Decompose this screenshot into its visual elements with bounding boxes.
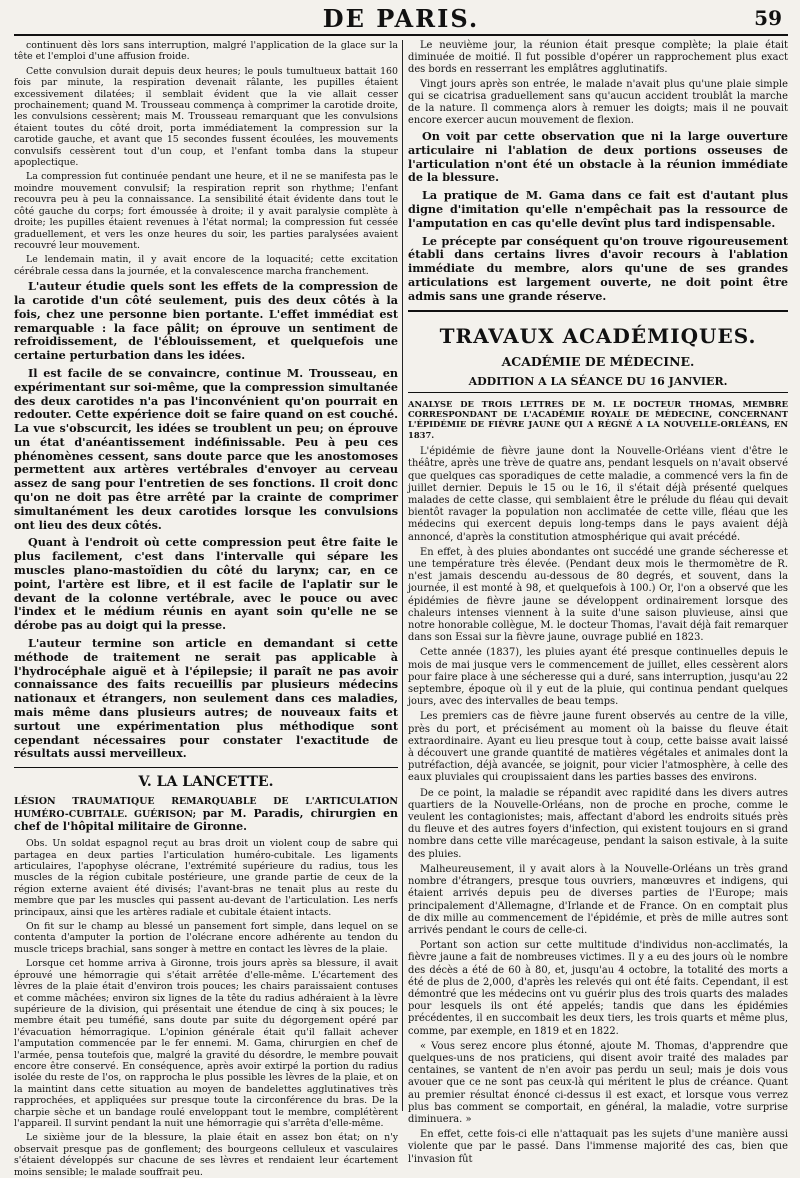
- article-title: [14, 796, 398, 834]
- paragraph: Obs. Un soldat espagnol reçut au bras droit un violent coup de sabre qui partagea en deux parties l'articulation huméro-cubitale. Les ligaments articulaires, l'apophyse olécrane, l'extrémité supérieure du radius, tous les muscles de la région cubitale postérieure, une grande partie de ceux de la région externe avaient été divisés; l'avant-bras ne tenait plus au reste du membre que par les muscles qui passent au-devant de l'articulation. Les nerfs principaux, ainsi que les artères radiale et cubitale étaient intacts.: [14, 838, 398, 918]
- paragraph: On fit sur le champ au blessé un pansement fort simple, dans lequel on se contenta d'amputer la portion de l'olécrane encore adhérente au tendon du muscle triceps brachial, sans songer à mettre en contact les lèvres de la plaie.: [14, 921, 398, 955]
- section-title: TRAVAUX ACADÉMIQUES.: [439, 323, 757, 348]
- paragraph: Il est facile de se convaincre, continue M. Trousseau, en expérimentant sur soi-même, que la compression simultanée des deux carotides n'a pas l'inconvénient qu'on pourrait en redouter. Cette expérience doit se faire quand on est couché. La vue s'obscurcit, les idées se troublent un peu; on éprouve un état d'anéantissement indéfinissable. Peu à peu ces phénomènes cessent, sans doute parce que les anostomoses permettent aux artères vertébrales d'envoyer au cerveau assez de sang pour l'entretien de ses fonctions. Il croit donc qu'on ne doit pas être arrêté par la crainte de comprimer simultanément les deux carotides lorsque les convulsions ont lieu des deux côtés.: [14, 365, 398, 532]
- paragraph: De ce point, la maladie se répandit avec rapidité dans les divers autres quartiers de la Nouvelle-Orléans, non de proche en proche, comme le veulent les contagionistes; mais, affectant d'abord les endroits situés près du fleuve et des autres foyers d'infection, qui existent toujours en si grand nombre dans cette ville marécageuse, pendant la saison estivale, à la suite des pluies.: [408, 787, 788, 860]
- paragraph: Le précepte par conséquent qu'on trouve rigoureusement établi dans certains livres d'avoir recours à l'ablation immédiate du membre, alors qu'une de ses grandes articulations est largement ouverte, ne doit point être admis sans une grande réserve.: [408, 233, 788, 303]
- paragraph: En effet, à des pluies abondantes ont succédé une grande sécheresse et une température très élevée. (Pendant deux mois le thermomètre de R. n'est jamais descendu au-dessous de 80 degrés, et souvent, dans la journée, il est monté à 98, et quelquefois à 100.) Or, l'on a observé que les épidémies de fièvre jaune se développent ordinairement lorsque des chaleurs intenses viennent à la suite d'une saison pluvieuse, ainsi que notre honorable collègue, M. le docteur Thomas, l'avait déjà fait remarquer dans son Essai sur la fièvre jaune, ouvrage publié en 1823.: [408, 546, 788, 644]
- left-column: [14, 40, 399, 1178]
- article-title-caps: LÉSION TRAUMATIQUE REMARQUABLE DE L'ARTICULATION HUMÉRO-CUBITALE. GUÉRISON;: [14, 796, 398, 821]
- paragraph: Le sixième jour de la blessure, la plaie était en assez bon état; on n'y observait presque pas de gonflement; des bourgeons celluleux et vasculaires s'étaient développés sur chacune de ses lèvres et rendaient leur écartement moins sensible; le malade souffrait peu.: [14, 1132, 398, 1178]
- analysis-summary: ANALYSE DE TROIS LETTRES DE M. LE DOCTEUR THOMAS, MEMBRE CORRESPONDANT DE L'ACADÉMIE ROYALE DE MÉDECINE, CONCERNANT L'ÉPIDÉMIE DE FIÈVRE JAUNE QUI A RÉGNÉ A LA NOUVELLE-ORLÉANS, EN 1837.: [408, 398, 788, 440]
- paragraph: Cette année (1837), les pluies ayant été presque continuelles depuis le mois de mai jusque vers le commencement de juillet, elles cessèrent alors pour faire place à une sécheresse qui a duré, sans interruption, jusqu'au 22 septembre, époque où il y eut de la pluie, qui continua pendant quelques jours, avec des intervalles de beau temps.: [408, 647, 788, 708]
- paragraph: Cette convulsion durait depuis deux heures; le pouls tumultueux battait 160 fois par minute, la respiration devenait râlante, les pupilles étaient excessivement dilatées; il semblait évident que la vie allait cesser prochainement; quand M. Trousseau commença à comprimer la carotide droite, les convulsions cessèrent; mais M. Trousseau remarquant que les convulsions étaient toutes du côté droit, porta immédiatement la compression sur la carotide gauche, et avant que 15 secondes fussent écoulées, les mouvements convulsifs cessèrent tout d'un coup, et l'enfant tomba dans la stupeur apoplectique.: [14, 65, 398, 169]
- paragraph: Portant son action sur cette multitude d'individus non-acclimatés, la fièvre jaune a fait de nombreuses victimes. Il y a eu des jours où le nombre des décès a été de 60 à 80, et, jusqu'au 4 octobre, la totalité des morts a été de plus de 2,000, d'après les relevés qui ont été faits. Cependant, il est démontré que les médecins ont vu guérir plus des trois quarts des malades pour lesquels ils ont été appelés; tandis que dans les épidémies précédentes, il en succombait les deux tiers, les trois quarts et même plus, comme, par exemple, en 1819 et en 1822.: [408, 940, 788, 1037]
- paragraph: Le neuvième jour, la réunion était presque complète; la plaie était diminuée de moitié. Il fut possible d'opérer un rapprochement plus exact des bords en resserrant les emplâtres agglutinatifs.: [408, 40, 788, 75]
- paragraph: Quant à l'endroit où cette compression peut être faite le plus facilement, c'est dans l'intervalle qui sépare les muscles plano-mastoïdien du côté du larynx; car, en ce point, l'artère est libre, et il est facile de l'aplatir sur le devant de la colonne vertébrale, avec le pouce ou avec l'index et le médium réunis en ayant soin qu'elle ne se dérobe pas au doigt qui la presse.: [14, 535, 398, 633]
- masthead-title: DE PARIS.: [322, 4, 480, 33]
- paragraph: Les premiers cas de fièvre jaune furent observés au centre de la ville, près du port, et précisément au moment où la baisse du fleuve était extraordinaire. Ayant eu lieu presque tout à coup, cette baisse avait laissé à découvert une grande quantité de matières végétales et animales dont la putréfaction, déjà avancée, se joignit, pour vicier l'atmosphère, à celle des eaux pluviales qui croupissaient dans les parties basses des environs.: [408, 711, 788, 784]
- article-title-author: par M. Paradis, chirurgien en chef de l'hôpital militaire de Gironne.: [14, 807, 399, 834]
- paragraph: Lorsque cet homme arriva à Gironne, trois jours après sa blessure, il avait éprouvé une hémorragie qui s'était arrêtée d'elle-même. L'écartement des lèvres de la plaie était d'environ trois pouces; les chairs paraissaient contuses et comme mâchées; environ six lignes de la tête du radius adhéraient à la lèvre supérieure de la division, qui présentait une étendue de cinq à six pouces; le membre était peu tuméfié, sans doute par suite du dégorgement opéré par l'évacuation hémorragique. L'opinion générale était qu'il fallait achever l'amputation commencée par le fer ennemi. M. Gama, chirurgien en chef de l'armée, pensa toutefois que, malgré la gravité du désordre, le membre pouvait encore être conservé. En conséquence, après avoir extirpé la portion du radius isolée du reste de l'os, on rapprocha le plus possible les lèvres de la plaie, et on la maintint dans cette situation au moyen de bandelettes agglutinatives très rapprochées, et appliquées sur presque toute la circonférence du bras. De la charpie sèche et un bandage roulé enveloppant tout le membre, complétèrent l'appareil. Il survint pendant la nuit une hémorragie qui s'arrêta d'elle-même.: [14, 958, 398, 1129]
- page-number: 59: [754, 6, 782, 30]
- paragraph: La compression fut continuée pendant une heure, et il ne se manifesta pas le moindre mouvement convulsif; la respiration reprit son rhythme; l'enfant recouvra peu à peu la connaissance. La sensibilité était évidente dans tout le côté gauche du corps; fort émoussée à droite; il y avait paralysie complète à droite; les pupilles étaient revenues à l'état normal; la compression fut cessée graduellement, et vers les onze heures du soir, les parties paralysées avaient recouvré leur mouvement.: [14, 171, 398, 251]
- paragraph: En effet, cette fois-ci elle n'attaquait pas les sujets d'une manière aussi violente que par le passé. Dans l'immense majorité des cas, bien que l'invasion fût: [408, 1129, 788, 1165]
- right-column: [408, 40, 788, 1165]
- paragraph: « Vous serez encore plus étonné, ajoute M. Thomas, d'apprendre que quelques-uns de nos praticiens, qui disent avoir traité des malades par centaines, se vantent de n'en avoir pas perdu un seul; mais je dois vous avouer que ce ne sont pas ceux-là qui méritent le plus de créance. Quant au premier résultat énoncé ci-dessus il est exact, et lorsque vous verrez plus bas comment se comportait, en général, la maladie, votre surprise diminuera. »: [408, 1040, 788, 1125]
- paragraph: Le lendemain matin, il y avait encore de la loquacité; cette excitation cérébrale cessa dans la journée, et la convalescence marcha franchement.: [14, 254, 398, 277]
- paragraph: On voit par cette observation que ni la large ouverture articulaire ni l'ablation de deux portions osseuses de l'articulation n'ont été un obstacle à la réunion immédiate de la blessure.: [408, 129, 788, 185]
- paragraph: L'épidémie de fièvre jaune dont la Nouvelle-Orléans vient d'être le théâtre, après une trève de quatre ans, pendant lesquels on n'avait observé que quelques cas sporadiques de cette maladie, a commencé vers la fin de juillet dernier. Depuis le 15 ou le 16, il s'était déjà présenté quelques malades de cette classe, qui semblaient être le prélude du fléau qui devait bientôt ravager la population non acclimatée de cette ville, fléau que les médecins qui exercent depuis long-temps dans le pays avaient déjà annoncé, d'après la constitution atmosphérique qui avait précédé.: [408, 446, 788, 543]
- paragraph: continuent dès lors sans interruption, malgré l'application de la glace sur la tête et l'emploi d'une affusion froide.: [14, 40, 398, 63]
- columns: [14, 40, 788, 1178]
- session-heading: ADDITION A LA SÉANCE DU 16 JANVIER.: [408, 375, 788, 393]
- paragraph: La pratique de M. Gama dans ce fait est d'autant plus digne d'imitation qu'elle n'empêchait pas la ressource de l'amputation en cas qu'elle devînt plus tard indispensable.: [408, 188, 788, 230]
- paragraph: L'auteur termine son article en demandant si cette méthode de traitement ne serait pas applicable à l'hydrocéphale aiguë et à l'épilepsie; il paraît ne pas avoir connaissance des faits recueillis par plusieurs médecins nationaux et étrangers, non seulement dans ces maladies, mais même dans plusieurs autres; de nouveaux faits et surtout une expérimentation plus méthodique sont cependant nécessaires pour constater l'exactitude de résultats aussi merveilleux.: [14, 636, 398, 761]
- masthead: [14, 0, 788, 36]
- column-rule: [402, 40, 403, 1111]
- section-heading: V. LA LANCETTE.: [14, 767, 398, 790]
- paragraph: L'auteur étudie quels sont les effets de la compression de la carotide d'un côté seulement, puis des deux côtés à la fois, chez une personne bien portante. L'effet immédiat est remarquable : la face pâlit; on éprouve un sentiment de refroidissement, de l'éblouissement, et quelquefois une certaine perturbation dans les idées.: [14, 279, 398, 363]
- paragraph: Vingt jours après son entrée, le malade n'avait plus qu'une plaie simple qui se cicatrisa graduellement sans qu'aucun accident troublât la marche de la nature. Il commença alors à remuer les doigts; mais il ne pouvait encore exercer aucun mouvement de flexion.: [408, 79, 788, 126]
- academy-heading: ACADÉMIE DE MÉDECINE.: [501, 353, 695, 369]
- paragraph: Malheureusement, il y avait alors à la Nouvelle-Orléans un très grand nombre d'étrangers, presque tous ouvriers, manœuvres et indigens, qui étaient arrivés depuis peu de diverses parties de l'Europe; mais principalement d'Allemagne, d'Irlande et de France. On en comptait plus de dix mille au commencement de l'épidémie, et près de mille autres sont arrivés pendant le cours de celle-ci.: [408, 863, 788, 936]
- section-rule: [408, 310, 788, 312]
